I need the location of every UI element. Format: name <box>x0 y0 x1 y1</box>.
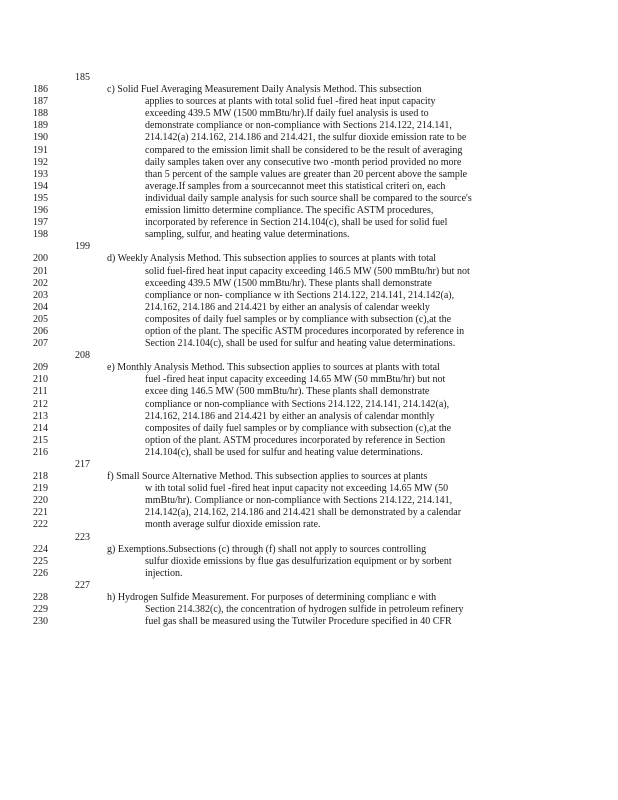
line-number: 213 <box>33 410 48 422</box>
line-number: 206 <box>33 325 48 337</box>
paragraph-text-line: month average sulfur dioxide emission rate. <box>145 519 321 531</box>
document-line <box>0 423 618 435</box>
line-number: 191 <box>33 144 48 156</box>
document-line <box>0 580 618 592</box>
document-line <box>0 132 618 144</box>
line-number: 209 <box>33 362 48 374</box>
document-line <box>0 604 618 616</box>
line-number: 192 <box>33 156 48 168</box>
document-line <box>0 471 618 483</box>
document-line <box>0 290 618 302</box>
line-number: 199 <box>75 241 90 253</box>
document-line <box>0 447 618 459</box>
line-number: 198 <box>33 229 48 241</box>
paragraph-text-line: option of the plant. ASTM procedures incorporated by reference in Section <box>145 434 446 446</box>
line-number: 188 <box>33 108 48 120</box>
document-line <box>0 507 618 519</box>
paragraph-text-line: 214.142(a), 214.162, 214.186 and 214.421 shall be demonstrated by a calendar <box>145 507 462 519</box>
document-line <box>0 181 618 193</box>
document-line <box>0 157 618 169</box>
document-line <box>0 205 618 217</box>
paragraph-text-line: composites of daily fuel samples or by compliance with subsection (c),at the <box>145 422 452 434</box>
paragraph-text-line: excee ding 146.5 MW (500 mmBtu/hr). These plants shall demonstrate <box>145 386 430 398</box>
paragraph-text-line: mmBtu/hr). Compliance or non-compliance with Sections 214.122, 214.141, <box>145 495 453 507</box>
paragraph-text-line: compliance or non-compliance with Sections 214.122, 214.141, 214.142(a), <box>145 398 450 410</box>
document-line <box>0 399 618 411</box>
document-line <box>0 145 618 157</box>
paragraph-heading-line: c) Solid Fuel Averaging Measurement Daily Analysis Method. This subsection <box>107 84 422 96</box>
line-number: 205 <box>33 313 48 325</box>
paragraph-text-line: daily samples taken over any consecutive two -month period provided no more <box>145 156 462 168</box>
document-line <box>0 302 618 314</box>
paragraph-text-line: than 5 percent of the sample values are greater than 20 percent above the sample <box>145 168 468 180</box>
document-line <box>0 592 618 604</box>
paragraph-text-line: composites of daily fuel samples or by compliance with subsection (c),at the <box>145 313 452 325</box>
paragraph-heading-line: h) Hydrogen Sulfide Measurement. For purposes of determining complianc e with <box>107 592 437 604</box>
paragraph-heading-line: f) Small Source Alternative Method. This subsection applies to sources at plants <box>107 471 428 483</box>
line-number: 186 <box>33 84 48 96</box>
document-line <box>0 374 618 386</box>
document-line <box>0 84 618 96</box>
paragraph-text-line: sampling, sulfur, and heating value determinations. <box>145 229 350 241</box>
line-number: 194 <box>33 180 48 192</box>
document-line <box>0 96 618 108</box>
paragraph-text-line: option of the plant. The specific ASTM procedures incorporated by reference in <box>145 325 465 337</box>
line-number: 226 <box>33 567 48 579</box>
paragraph-text-line: injection. <box>145 567 183 579</box>
paragraph-text-line: individual daily sample analysis for such source shall be compared to the source's <box>145 192 472 204</box>
document-line <box>0 169 618 181</box>
line-number: 218 <box>33 471 48 483</box>
line-number: 229 <box>33 604 48 616</box>
line-number: 228 <box>33 592 48 604</box>
line-number: 230 <box>33 616 48 628</box>
document-line <box>0 435 618 447</box>
line-number: 190 <box>33 132 48 144</box>
document-line <box>0 411 618 423</box>
document-line <box>0 72 618 84</box>
line-number: 219 <box>33 483 48 495</box>
document-line <box>0 229 618 241</box>
paragraph-heading-line: g) Exemptions.Subsections (c) through (f) shall not apply to sources controlling <box>107 543 427 555</box>
paragraph-text-line: w ith total solid fuel -fired heat input capacity not exceeding 14.65 MW (50 <box>145 483 449 495</box>
document-line <box>0 544 618 556</box>
line-number: 196 <box>33 205 48 217</box>
document-line <box>0 483 618 495</box>
paragraph-text-line: emission limitto determine compliance. The specific ASTM procedures, <box>145 205 434 217</box>
line-number: 208 <box>75 350 90 362</box>
line-number: 207 <box>33 338 48 350</box>
paragraph-text-line: 214.104(c), shall be used for sulfur and heating value determinations. <box>145 446 423 458</box>
document-line <box>0 495 618 507</box>
paragraph-text-line: 214.162, 214.186 and 214.421 by either an analysis of calendar monthly <box>145 410 435 422</box>
line-number: 200 <box>33 253 48 265</box>
paragraph-text-line: exceeding 439.5 MW (1500 mmBtu/hr).If daily fuel analysis is used to <box>145 108 429 120</box>
document-line <box>0 314 618 326</box>
paragraph-heading-line: e) Monthly Analysis Method. This subsection applies to sources at plants with total <box>107 362 440 374</box>
line-number: 215 <box>33 434 48 446</box>
document-line <box>0 459 618 471</box>
document-line <box>0 266 618 278</box>
document-line <box>0 532 618 544</box>
document-line <box>0 519 618 531</box>
paragraph-text-line: average.If samples from a sourcecannot meet this statistical criteri on, each <box>145 180 446 192</box>
document-line <box>0 217 618 229</box>
line-number: 202 <box>33 277 48 289</box>
line-number: 224 <box>33 543 48 555</box>
paragraph-text-line: Section 214.104(c), shall be used for sulfur and heating value determinations. <box>145 338 456 350</box>
document-line <box>0 120 618 132</box>
line-number: 222 <box>33 519 48 531</box>
line-number: 217 <box>75 459 90 470</box>
document-line <box>0 616 618 628</box>
line-number: 221 <box>33 507 48 519</box>
document-line <box>0 556 618 568</box>
paragraph-text-line: demonstrate compliance or non-compliance with Sections 214.122, 214.141, <box>145 120 452 132</box>
line-number: 195 <box>33 192 48 204</box>
document-line <box>0 241 618 253</box>
paragraph-heading-line: d) Weekly Analysis Method. This subsection applies to sources at plants with total <box>107 253 437 265</box>
paragraph-text-line: 214.142(a) 214.162, 214.186 and 214.421, the sulfur dioxide emission rate to be <box>145 132 467 144</box>
paragraph-text-line: exceeding 439.5 MW (1500 mmBtu/hr). These plants shall demonstrate <box>145 277 432 289</box>
document-page <box>0 72 618 628</box>
document-line <box>0 108 618 120</box>
paragraph-text-line: compared to the emission limit shall be considered to be the result of averaging <box>145 144 463 156</box>
line-number: 204 <box>33 301 48 313</box>
paragraph-text-line: 214.162, 214.186 and 214.421 by either an analysis of calendar weekly <box>145 301 430 313</box>
document-line <box>0 362 618 374</box>
document-line <box>0 568 618 580</box>
line-number: 223 <box>75 531 90 543</box>
line-number: 210 <box>33 374 48 386</box>
document-line <box>0 350 618 362</box>
line-number: 185 <box>75 72 90 83</box>
line-number: 201 <box>33 265 48 277</box>
line-number: 203 <box>33 289 48 301</box>
paragraph-text-line: fuel gas shall be measured using the Tutwiler Procedure specified in 40 CFR <box>145 616 452 628</box>
document-line <box>0 253 618 265</box>
line-number: 225 <box>33 555 48 567</box>
paragraph-text-line: compliance or non- compliance w ith Sections 214.122, 214.141, 214.142(a), <box>145 289 455 301</box>
line-number: 227 <box>75 579 90 591</box>
paragraph-text-line: sulfur dioxide emissions by flue gas desulfurization equipment or by sorbent <box>145 555 452 567</box>
paragraph-text-line: fuel -fired heat input capacity exceeding 14.65 MW (50 mmBtu/hr) but not <box>145 374 446 386</box>
paragraph-text-line: applies to sources at plants with total solid fuel -fired heat input capacity <box>145 96 436 108</box>
document-line <box>0 193 618 205</box>
line-number: 189 <box>33 120 48 132</box>
document-line <box>0 278 618 290</box>
document-line <box>0 338 618 350</box>
line-number: 220 <box>33 495 48 507</box>
line-number: 212 <box>33 398 48 410</box>
line-number: 193 <box>33 168 48 180</box>
document-line <box>0 326 618 338</box>
line-number: 216 <box>33 446 48 458</box>
paragraph-text-line: Section 214.382(c), the concentration of hydrogen sulfide in petroleum refinery <box>145 604 464 616</box>
document-line <box>0 386 618 398</box>
line-number: 197 <box>33 217 48 229</box>
paragraph-text-line: solid fuel-fired heat input capacity exceeding 146.5 MW (500 mmBtu/hr) but not <box>145 265 470 277</box>
line-number: 187 <box>33 96 48 108</box>
line-number: 214 <box>33 422 48 434</box>
line-number: 211 <box>33 386 48 398</box>
paragraph-text-line: incorporated by reference in Section 214.104(c), shall be used for solid fuel <box>145 217 448 229</box>
